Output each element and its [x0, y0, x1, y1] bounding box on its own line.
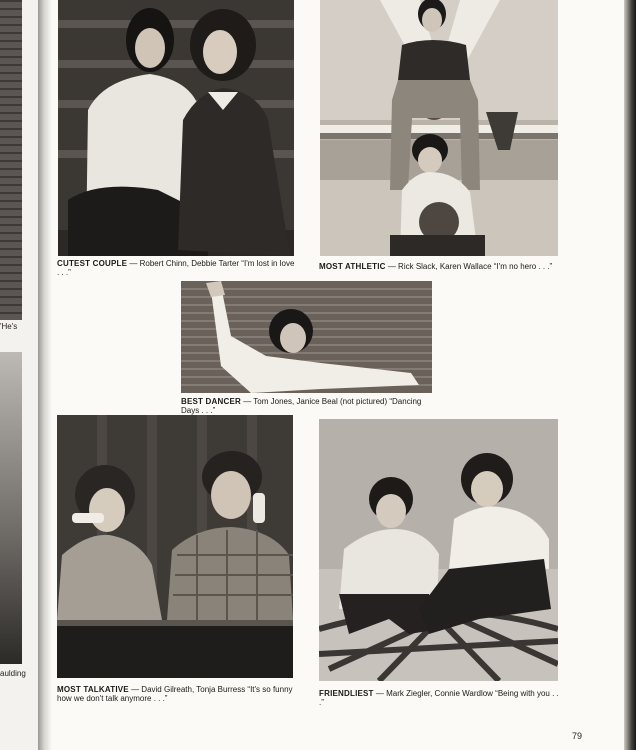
- left-page-photo-fragment-bottom: [0, 352, 22, 664]
- award-title: CUTEST COUPLE: [57, 259, 128, 268]
- award-title: MOST ATHLETIC: [319, 262, 386, 271]
- caption-best-dancer: [181, 397, 436, 415]
- page-edge-shadow: [624, 0, 636, 750]
- left-page-photo-fragment-top: [0, 0, 22, 320]
- photo-cutest-couple: [58, 0, 294, 256]
- photo-friendliest: [319, 419, 558, 681]
- left-page-text-fragment-2: aulding: [0, 669, 26, 678]
- award-title: MOST TALKATIVE: [57, 685, 129, 694]
- award-title: BEST DANCER: [181, 397, 241, 406]
- award-text: — Robert Chinn, Debbie Tarter “I'm lost in love . . .”: [57, 259, 295, 277]
- award-text: — Mark Ziegler, Connie Wardlow “Being with you . . .”: [319, 689, 559, 707]
- caption-most-talkative: [57, 685, 297, 703]
- photo-most-talkative: [57, 415, 293, 678]
- photo-most-athletic: [320, 0, 558, 256]
- photo-best-dancer: [181, 281, 432, 393]
- left-page-text-fragment-1: 'He's: [0, 322, 18, 331]
- award-title: FRIENDLIEST: [319, 689, 374, 698]
- award-text: — Rick Slack, Karen Wallace “I'm no hero . . .”: [385, 262, 553, 271]
- book-gutter: [38, 0, 52, 750]
- caption-most-athletic: [319, 262, 561, 271]
- left-page-fragment: [0, 0, 38, 750]
- caption-cutest-couple: [57, 259, 295, 277]
- award-text: — David Gilreath, Tonja Burress “It's so funny how we don't talk anymore . . .”: [57, 685, 293, 703]
- award-text: — Tom Jones, Janice Beal (not pictured) “Dancing Days . . .”: [181, 397, 422, 415]
- page-number: 79: [572, 731, 583, 741]
- caption-friendliest: [319, 689, 561, 707]
